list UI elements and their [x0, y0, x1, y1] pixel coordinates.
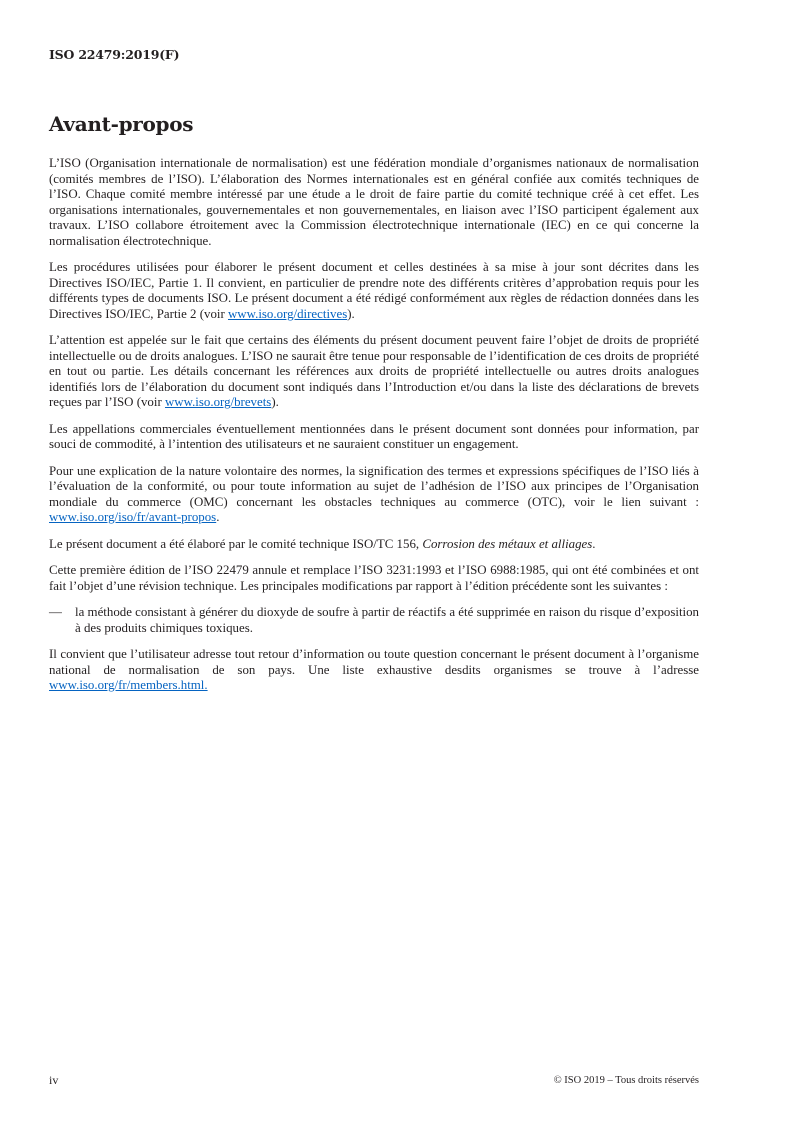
- paragraph-iso-intro: L’ISO (Organisation internationale de normalisation) est une fédération mondiale d’organismes nationaux de normalisation (comités membres de l’ISO). L’élaboration des Normes internationales est en général confiée aux comités techniques de l’ISO. Chaque comité membre intéressé par une étude a le droit de faire partie du comité technique créé à cet effet. Les organisations internationales, gouvernementales et non gouvernementales, en liaison avec l’ISO participent également aux travaux. L’ISO collabore étroitement avec la Commission électrotechnique internationale (IEC) en ce qui concerne la normalisation électrotechnique.: [49, 156, 699, 248]
- list-item-text: la méthode consistant à générer du dioxyde de soufre à partir de réactifs a été supprimée en raison du risque d’exposition à des produits chimiques toxiques.: [75, 605, 699, 635]
- paragraph-committee: Le présent document a été élaboré par le comité technique ISO/TC 156, Corrosion des métaux et alliages.: [49, 536, 596, 551]
- paragraph-trade-names: Les appellations commerciales éventuellement mentionnées dans le présent document sont données pour information, par souci de commodité, à l’intention des utilisateurs et ne sauraient constituer un engagement.: [49, 421, 699, 451]
- paragraph-feedback: Il convient que l’utilisateur adresse tout retour d’information ou toute question concernant le présent document à l’organisme national de normalisation de son pays. Une liste exhaustive desdits organismes se trouve à l’adresse www.iso.org/fr/members.html.: [49, 647, 699, 692]
- page-number: iv: [49, 1073, 59, 1087]
- copyright-notice: © ISO 2019 – Tous droits réservés: [553, 1075, 699, 1086]
- paragraph-edition: Cette première édition de l’ISO 22479 annule et remplace l’ISO 3231:1993 et l’ISO 6988:1985, qui ont été combinées et ont fait l’objet d’une révision technique. Les principales modifications par rapport à l’édition précédente sont les suivantes :: [49, 563, 699, 593]
- committee-title: Corrosion des métaux et alliages: [422, 536, 593, 551]
- document-id-header: ISO 22479:2019(F): [49, 47, 180, 62]
- avant-propos-link[interactable]: www.iso.org/iso/fr/avant-propos: [49, 510, 217, 524]
- brevets-link[interactable]: www.iso.org/brevets: [164, 395, 272, 409]
- paragraph-procedures: Les procédures utilisées pour élaborer le présent document et celles destinées à sa mise à jour sont décrites dans les Directives ISO/IEC, Partie 1. Il convient, en particulier de prendre note des différents critères d’approbation requis pour les différents types de documents ISO. Le présent document a été rédigé conformément aux règles de rédaction données dans les Directives ISO/IEC, Partie 2 (voir www.iso.org/directives).: [49, 260, 699, 321]
- foreword-body: [49, 156, 699, 705]
- page-title: Avant-propos: [49, 112, 194, 136]
- paragraph-voluntary-nature: Pour une explication de la nature volontaire des normes, la signification des termes et expressions spécifiques de l’ISO liés à l’évaluation de la conformité, ou pour toute information au sujet de l’adhésion de l’ISO aux principes de l’Organisation mondiale du commerce (OMC) concernant les obstacles techniques au commerce (OTC), voir le lien suivant : www.iso.org/iso/fr/avant-propos.: [49, 463, 699, 524]
- dash-bullet: —: [49, 605, 62, 619]
- paragraph-patents: L’attention est appelée sur le fait que certains des éléments du présent document peuvent faire l’objet de droits de propriété intellectuelle ou de droits analogues. L’ISO ne saurait être tenue pour responsable de l’identification de ces droits de propriété en tout ou partie. Les détails concernant les références aux droits de propriété intellectuelle ou autres droits analogues identifiés lors de l’élaboration du document sont indiqués dans l’Introduction et/ou dans la liste des déclarations de brevets reçues par l’ISO (voir www.iso.org/brevets).: [49, 333, 699, 409]
- members-link[interactable]: www.iso.org/fr/members.html.: [49, 678, 208, 692]
- list-item: [49, 605, 699, 636]
- directives-link[interactable]: www.iso.org/directives: [228, 306, 348, 321]
